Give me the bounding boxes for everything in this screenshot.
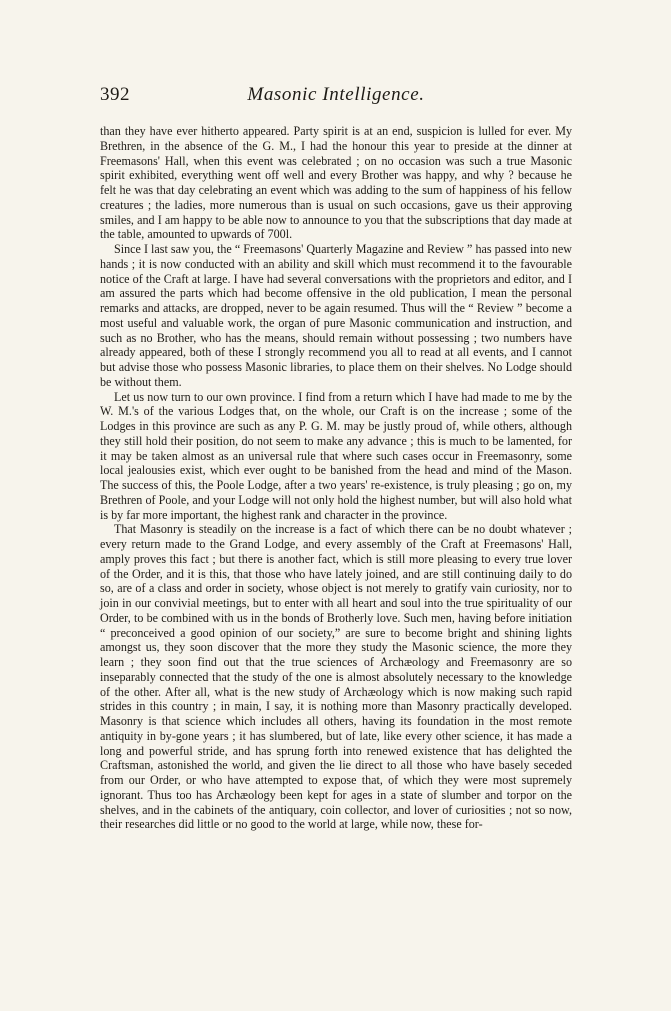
paragraph-3: Let us now turn to our own province. I find from a return which I have had made to me by the W. M.'s of the various Lodges that, on the whole, our Craft is on the increase ; some of the Lodges in this province are such as any P. G. M. may be justly proud of, while others, although they still hold their position, do not seem to make any advance ; this is much to be lamented, for it may be taken almost as an universal rule that where such cases occur in Freemasonry, some local jealousies exist, which ever ought to be banished from the head and mind of the Mason. The success of this, the Poole Lodge, after a two years' re-existence, is truly pleasing ; go on, my Brethren of Poole, and your Lodge will not only hold the highest number, but will also hold what is by far more important, the highest rank and character in the province. [100, 389, 572, 522]
article-body [100, 124, 572, 832]
paragraph-2: Since I last saw you, the “ Freemasons' Quarterly Magazine and Review ” has passed into new hands ; it is now conducted with an ability and skill which must recommend it to the favourable notice of the Craft at large. I have had several conversations with the proprietors and editor, and I am assured the parts which had become offensive in the old publication, I mean the personal remarks and attacks, are dropped, never to be again resumed. Thus will the “ Review ” become a most useful and valuable work, the organ of pure Masonic communication and instruction, and such as no Brother, who has the means, should remain without possessing ; two numbers have already appeared, both of these I strongly recommend you all to read at all events, and I cannot but advise those who possess Masonic libraries, to place them on their shelves. No Lodge should be without them. [100, 242, 572, 389]
paragraph-1: than they have ever hitherto appeared. Party spirit is at an end, suspicion is lulled for ever. My Brethren, in the absence of the G. M., I had the honour this year to preside at the dinner at Freemasons' Hall, when this event was celebrated ; on no occasion was such a true Masonic spirit exhibited, everything went off well and every Brother was happy, and why ? because he felt he was that day celebrating an event which was adding to the sum of happiness of his fellow creatures ; the ladies, more numerous than is usual on such occasions, gave us their approving smiles, and I am happy to be able now to announce to you that the subscriptions that day made at the table, amounted to upwards of 700l. [100, 124, 572, 242]
running-title: Masonic Intelligence. [247, 84, 425, 105]
page-number: 392 [100, 84, 130, 105]
page-header [100, 84, 572, 108]
paragraph-4: That Masonry is steadily on the increase is a fact of which there can be no doubt whatever ; every return made to the Grand Lodge, and every assembly of the Craft at Freemasons' Hall, amply proves this fact ; but there is another fact, which is still more pleasing to every true lover of the Order, and it is this, that those who have lately joined, and are still continuing daily to do so, are of a class and order in society, whose object is not merely to gratify vain curiosity, nor to join in our convivial meetings, but to enter with all heart and soul into the true spirituality of our Order, to be combined with us in the bonds of Brotherly love. Such men, having before initiation “ preconceived a good opinion of our society,” are sure to become bright and shining lights amongst us, they soon discover that the more they study the Masonic science, the more they learn ; they soon find out that the true sciences of Archæology and Freemasonry are so inseparably connected that the study of the one is almost absolutely necessary to the knowledge of the other. After all, what is the new study of Archæology which is now making such rapid strides in this country ; in main, I say, it is nothing more than Masonry practically developed. Masonry is that science which includes all others, having its foundation in the most remote antiquity in by-gone years ; it has slumbered, but of late, like every other science, it has made a long and powerful stride, and has sprung forth into renewed existence that has delighted the Craftsman, astonished the world, and given the lie direct to all those who have basely seceded from our Order, or who have attempted to expose that, of which they were most supremely ignorant. Thus too has Archæology been kept for ages in a state of slumber and torpor on the shelves, and in the cabinets of the antiquary, coin collector, and lover of curiosities ; not so now, their researches did little or no good to the world at large, while now, these for- [100, 522, 572, 832]
